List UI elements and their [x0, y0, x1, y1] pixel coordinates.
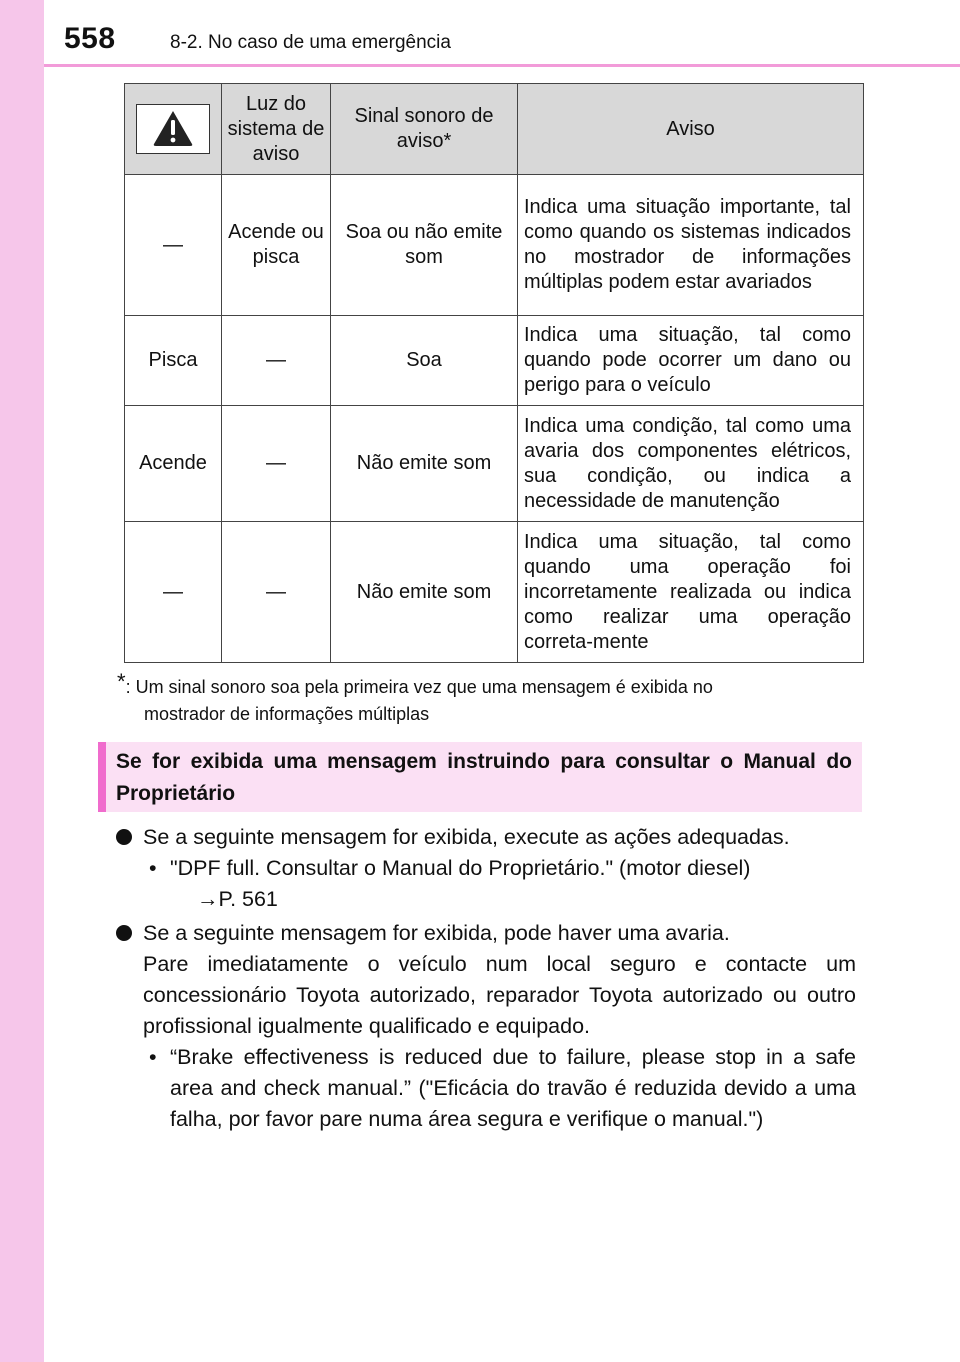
sub-item-text: "DPF full. Consultar o Manual do Proprietário." (motor diesel) — [170, 856, 751, 880]
section-heading-box — [98, 742, 862, 812]
cell-warning: Indica uma condição, tal como uma avaria dos componentes elétricos, sua condição, ou indica a necessidade de manutenção — [518, 406, 864, 522]
cell-buzzer: Não emite som — [331, 406, 518, 522]
cell-warning: Indica uma situação, tal como quando uma operação foi incorretamente realizada ou indica como realizar uma operação correta-mente — [518, 522, 864, 663]
sub-item — [143, 853, 856, 915]
sub-bullet-icon: • — [149, 856, 157, 880]
bullet-dot-icon — [116, 925, 132, 941]
table-row — [125, 175, 864, 316]
page-number: 558 — [64, 22, 116, 55]
cell-buzzer: Não emite som — [331, 522, 518, 663]
cell-light: — — [222, 406, 331, 522]
cell-warning: Indica uma situação, tal como quando pode ocorrer um dano ou perigo para o veículo — [518, 316, 864, 406]
table-row — [125, 406, 864, 522]
warning-triangle-icon — [136, 104, 210, 154]
cell-warning: Indica uma situação importante, tal como quando os sistemas indicados no mostrador de informações múltiplas podem estar avariados — [518, 175, 864, 316]
header-light: Luz do sistema de aviso — [222, 84, 331, 175]
footnote — [117, 669, 857, 728]
cell-light: — — [222, 316, 331, 406]
bullet-list — [116, 822, 856, 1135]
cell-col1: — — [125, 522, 222, 663]
footnote-line2: mostrador de informações múltiplas — [144, 704, 430, 724]
side-color-band — [0, 0, 44, 1362]
cell-col1: Pisca — [125, 316, 222, 406]
cell-buzzer: Soa — [331, 316, 518, 406]
bullet-text: Se a seguinte mensagem for exibida, execute as ações adequadas. — [143, 825, 790, 849]
cell-light: Acende ou pisca — [222, 175, 331, 316]
table-header-row — [125, 84, 864, 175]
header-warning: Aviso — [518, 84, 864, 175]
footnote-line1: : Um sinal sonoro soa pela primeira vez que uma mensagem é exibida no — [125, 677, 713, 697]
cell-col1: Acende — [125, 406, 222, 522]
header-divider — [44, 64, 960, 67]
bullet-text: Se a seguinte mensagem for exibida, pode haver uma avaria. — [143, 921, 730, 945]
bullet-text-2: Pare imediatamente o veículo num local seguro e contacte um concessionário Toyota autorizado, reparador Toyota autorizado ou outro profissional igualmente qualificado e equipado. — [143, 952, 856, 1038]
cell-col1: — — [125, 175, 222, 316]
chapter-title: 8-2. No caso de uma emergência — [170, 32, 451, 53]
bullet-dot-icon — [116, 829, 132, 845]
header-icon-cell — [125, 84, 222, 175]
list-item — [116, 918, 856, 1135]
table-row — [125, 316, 864, 406]
sub-item — [143, 1042, 856, 1135]
sub-bullet-icon: • — [149, 1045, 157, 1069]
warning-table — [124, 83, 864, 663]
header-buzzer: Sinal sonoro de aviso* — [331, 84, 518, 175]
section-title: Se for exibida uma mensagem instruindo para consultar o Manual do Proprietário — [116, 750, 852, 805]
table-row — [125, 522, 864, 663]
list-item — [116, 822, 856, 915]
cell-buzzer: Soa ou não emite som — [331, 175, 518, 316]
page-reference: →P. 561 — [197, 887, 278, 911]
footnote-marker: * — [117, 669, 126, 694]
sub-item-text: “Brake effectiveness is reduced due to failure, please stop in a safe area and check manual.” ("Eficácia do travão é reduzida devido a uma falha, por favor pare numa área segura e verifique o manual.") — [170, 1045, 856, 1131]
section-accent-bar — [98, 742, 106, 812]
cell-light: — — [222, 522, 331, 663]
